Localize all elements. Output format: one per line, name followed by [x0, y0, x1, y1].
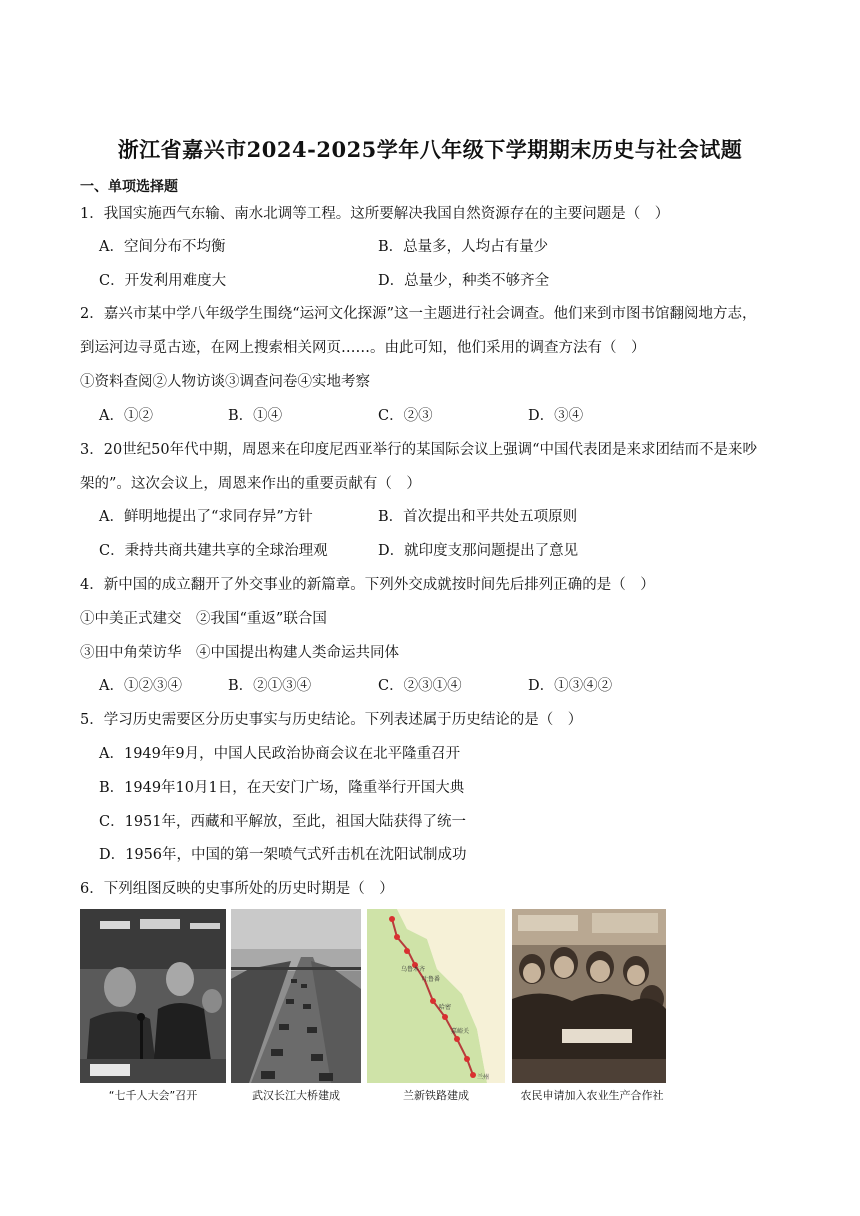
- q4-option-d[interactable]: D．①③④②: [528, 678, 613, 694]
- q4-option-a[interactable]: A．①②③④: [99, 678, 182, 694]
- section-heading: 一、单项选择题: [80, 179, 178, 195]
- q2-option-b[interactable]: B．①④: [228, 408, 283, 424]
- caption-wuhan-bridge: 武汉长江大桥建成: [252, 1089, 340, 1102]
- caption-seven-thousand-conference: “七千人大会”召开: [108, 1089, 198, 1102]
- q3-option-d[interactable]: D．就印度支那问题提出了意见: [378, 543, 579, 559]
- q5-option-b[interactable]: B．1949年10月1日，在天安门广场，隆重举行开国大典: [99, 780, 465, 796]
- caption-lanxin-railway: 兰新铁路建成: [403, 1089, 469, 1102]
- q5-stem: 5．学习历史需要区分历史事实与历史结论。下列表述属于历史结论的是（ ）: [80, 712, 583, 728]
- q2-option-d[interactable]: D．③④: [528, 408, 584, 424]
- q3-stem-line2: 架的”。这次会议上，周恩来作出的重要贡献有（ ）: [80, 476, 421, 492]
- photo-wuhan-bridge: [231, 909, 361, 1083]
- caption-farmers-cooperative: 农民申请加入农业生产合作社: [520, 1089, 664, 1102]
- q5-option-a[interactable]: A．1949年9月，中国人民政治协商会议在北平隆重召开: [99, 746, 461, 762]
- q5-option-c[interactable]: C．1951年，西藏和平解放，至此，祖国大陆获得了统一: [99, 814, 466, 830]
- q1-option-a[interactable]: A．空间分布不均衡: [99, 239, 226, 255]
- page-title: 浙江省嘉兴市2024-2025学年八年级下学期期末历史与社会试题: [117, 137, 743, 162]
- q5-option-d[interactable]: D．1956年，中国的第一架喷气式歼击机在沈阳试制成功: [99, 847, 467, 863]
- q6-photo-group: [80, 909, 670, 1105]
- q1-option-b[interactable]: B．总量多，人均占有量少: [378, 239, 549, 255]
- q2-stem-line1: 2．嘉兴市某中学八年级学生围绕“运河文化探源”这一主题进行社会调查。他们来到市图书馆翻阅地方志，: [80, 306, 757, 322]
- q4-list-line1: ①中美正式建交 ②我国“重返”联合国: [80, 611, 327, 627]
- q2-list: ①资料查阅②人物访谈③调查问卷④实地考察: [80, 374, 370, 390]
- q1-stem: 1．我国实施西气东输、南水北调等工程。这所要解决我国自然资源存在的主要问题是（ ）: [80, 206, 670, 222]
- q4-list-line2: ③田中角荣访华 ④中国提出构建人类命运共同体: [80, 645, 399, 661]
- map-label-lanzhou: 兰州: [477, 1074, 490, 1081]
- map-label-jiayuguan: 嘉峪关: [451, 1028, 470, 1035]
- map-label-turpan: 吐鲁番: [422, 976, 441, 983]
- q2-option-c[interactable]: C．②③: [378, 408, 433, 424]
- q3-option-b[interactable]: B．首次提出和平共处五项原则: [378, 509, 578, 525]
- q4-option-b[interactable]: B．②①③④: [228, 678, 312, 694]
- map-label-urumqi: 乌鲁木齐: [401, 966, 426, 973]
- q3-stem-line1: 3．20世纪50年代中期，周恩来在印度尼西亚举行的某国际会议上强调“中国代表团是来求团结而不是来吵: [80, 442, 758, 458]
- photo-farmers-cooperative: [512, 909, 666, 1083]
- photo-lanxin-railway-map: [367, 909, 505, 1083]
- q4-option-c[interactable]: C．②③①④: [378, 678, 462, 694]
- q6-stem: 6．下列组图反映的史事所处的历史时期是（ ）: [80, 881, 394, 897]
- q1-option-c[interactable]: C．开发利用难度大: [99, 273, 227, 289]
- q2-option-a[interactable]: A．①②: [99, 408, 153, 424]
- q2-stem-line2: 到运河边寻觅古迹，在网上搜索相关网页……。由此可知，他们采用的调查方法有（ ）: [80, 340, 646, 356]
- q3-option-a[interactable]: A．鲜明地提出了“求同存异”方针: [99, 509, 313, 525]
- photo-seven-thousand-conference: [80, 909, 226, 1083]
- q3-option-c[interactable]: C．秉持共商共建共享的全球治理观: [99, 543, 328, 559]
- q4-stem: 4．新中国的成立翻开了外交事业的新篇章。下列外交成就按时间先后排列正确的是（ ）: [80, 577, 655, 593]
- map-label-hami: 哈密: [439, 1004, 452, 1011]
- q1-option-d[interactable]: D．总量少，种类不够齐全: [378, 273, 550, 289]
